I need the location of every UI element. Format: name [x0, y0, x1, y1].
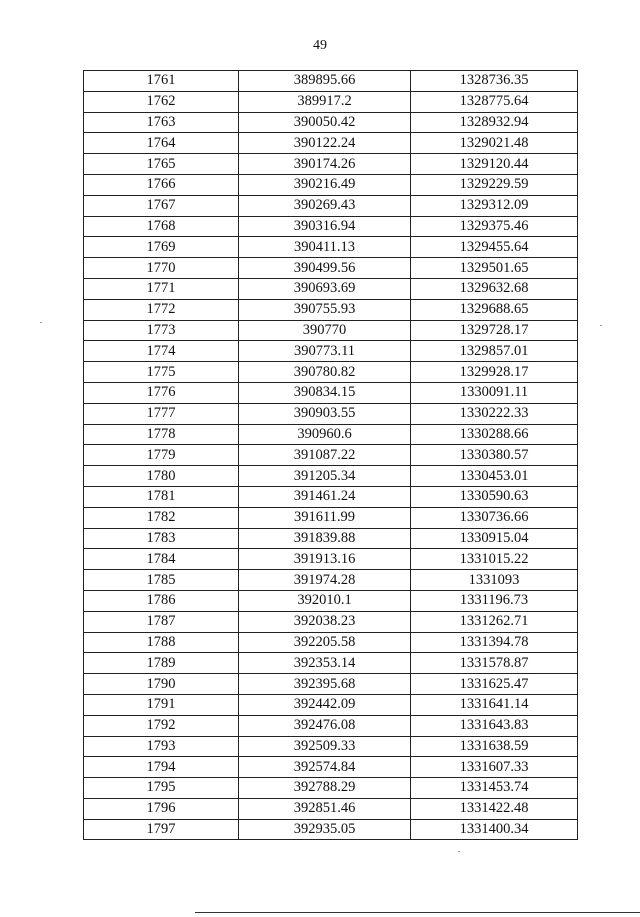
x-coordinate-cell: 390050.42 [239, 112, 411, 133]
x-coordinate-cell: 391611.99 [239, 507, 411, 528]
scan-speck [40, 322, 42, 323]
page-number: 49 [313, 38, 327, 53]
table-row [84, 736, 578, 757]
table-row [84, 549, 578, 570]
y-coordinate-cell: 1331641.14 [411, 694, 578, 715]
x-coordinate-cell: 391839.88 [239, 528, 411, 549]
y-coordinate-cell: 1329455.64 [411, 237, 578, 258]
x-coordinate-cell: 391974.28 [239, 570, 411, 591]
y-coordinate-cell: 1330091.11 [411, 382, 578, 403]
table-row [84, 590, 578, 611]
x-coordinate-cell: 390755.93 [239, 299, 411, 320]
point-number-cell: 1768 [84, 216, 239, 237]
point-number-cell: 1794 [84, 757, 239, 778]
table-row [84, 112, 578, 133]
y-coordinate-cell: 1331196.73 [411, 590, 578, 611]
point-number-cell: 1778 [84, 424, 239, 445]
x-coordinate-cell: 392851.46 [239, 798, 411, 819]
table-row [84, 382, 578, 403]
x-coordinate-cell: 392010.1 [239, 590, 411, 611]
x-coordinate-cell: 390834.15 [239, 382, 411, 403]
y-coordinate-cell: 1329229.59 [411, 174, 578, 195]
point-number-cell: 1790 [84, 674, 239, 695]
table-row [84, 362, 578, 383]
y-coordinate-cell: 1331093 [411, 570, 578, 591]
point-number-cell: 1767 [84, 195, 239, 216]
y-coordinate-cell: 1328932.94 [411, 112, 578, 133]
coordinates-table [83, 70, 578, 840]
table-row [84, 486, 578, 507]
x-coordinate-cell: 392935.05 [239, 819, 411, 840]
table-row [84, 403, 578, 424]
x-coordinate-cell: 390269.43 [239, 195, 411, 216]
x-coordinate-cell: 389895.66 [239, 71, 411, 92]
table-row [84, 757, 578, 778]
x-coordinate-cell: 390122.24 [239, 133, 411, 154]
point-number-cell: 1781 [84, 486, 239, 507]
x-coordinate-cell: 392442.09 [239, 694, 411, 715]
table-row [84, 466, 578, 487]
x-coordinate-cell: 390693.69 [239, 278, 411, 299]
point-number-cell: 1796 [84, 798, 239, 819]
y-coordinate-cell: 1329120.44 [411, 154, 578, 175]
table-row [84, 424, 578, 445]
y-coordinate-cell: 1330453.01 [411, 466, 578, 487]
table-row [84, 778, 578, 799]
x-coordinate-cell: 390780.82 [239, 362, 411, 383]
x-coordinate-cell: 392509.33 [239, 736, 411, 757]
table-row [84, 278, 578, 299]
y-coordinate-cell: 1329375.46 [411, 216, 578, 237]
x-coordinate-cell: 391087.22 [239, 445, 411, 466]
point-number-cell: 1784 [84, 549, 239, 570]
table-row [84, 798, 578, 819]
table-row [84, 258, 578, 279]
table-row [84, 611, 578, 632]
x-coordinate-cell: 390770 [239, 320, 411, 341]
point-number-cell: 1765 [84, 154, 239, 175]
table-row [84, 570, 578, 591]
y-coordinate-cell: 1329312.09 [411, 195, 578, 216]
table-row [84, 341, 578, 362]
y-coordinate-cell: 1331607.33 [411, 757, 578, 778]
x-coordinate-cell: 390773.11 [239, 341, 411, 362]
x-coordinate-cell: 391913.16 [239, 549, 411, 570]
point-number-cell: 1788 [84, 632, 239, 653]
coordinates-table-container [83, 70, 577, 840]
table-row [84, 216, 578, 237]
y-coordinate-cell: 1329501.65 [411, 258, 578, 279]
point-number-cell: 1785 [84, 570, 239, 591]
point-number-cell: 1764 [84, 133, 239, 154]
table-row [84, 632, 578, 653]
table-row [84, 174, 578, 195]
scan-speck [600, 325, 602, 326]
x-coordinate-cell: 392574.84 [239, 757, 411, 778]
y-coordinate-cell: 1331643.83 [411, 715, 578, 736]
x-coordinate-cell: 389917.2 [239, 91, 411, 112]
point-number-cell: 1795 [84, 778, 239, 799]
y-coordinate-cell: 1331400.34 [411, 819, 578, 840]
y-coordinate-cell: 1330736.66 [411, 507, 578, 528]
table-row [84, 91, 578, 112]
y-coordinate-cell: 1330288.66 [411, 424, 578, 445]
table-row [84, 674, 578, 695]
point-number-cell: 1787 [84, 611, 239, 632]
x-coordinate-cell: 390499.56 [239, 258, 411, 279]
point-number-cell: 1769 [84, 237, 239, 258]
x-coordinate-cell: 390316.94 [239, 216, 411, 237]
y-coordinate-cell: 1330380.57 [411, 445, 578, 466]
y-coordinate-cell: 1330915.04 [411, 528, 578, 549]
y-coordinate-cell: 1331015.22 [411, 549, 578, 570]
table-row [84, 507, 578, 528]
point-number-cell: 1763 [84, 112, 239, 133]
x-coordinate-cell: 391461.24 [239, 486, 411, 507]
point-number-cell: 1762 [84, 91, 239, 112]
table-row [84, 653, 578, 674]
table-row [84, 154, 578, 175]
point-number-cell: 1766 [84, 174, 239, 195]
point-number-cell: 1780 [84, 466, 239, 487]
point-number-cell: 1779 [84, 445, 239, 466]
point-number-cell: 1776 [84, 382, 239, 403]
point-number-cell: 1771 [84, 278, 239, 299]
point-number-cell: 1770 [84, 258, 239, 279]
point-number-cell: 1793 [84, 736, 239, 757]
table-row [84, 694, 578, 715]
x-coordinate-cell: 390216.49 [239, 174, 411, 195]
y-coordinate-cell: 1328775.64 [411, 91, 578, 112]
table-row [84, 445, 578, 466]
point-number-cell: 1761 [84, 71, 239, 92]
x-coordinate-cell: 390960.6 [239, 424, 411, 445]
y-coordinate-cell: 1329688.65 [411, 299, 578, 320]
point-number-cell: 1786 [84, 590, 239, 611]
point-number-cell: 1774 [84, 341, 239, 362]
x-coordinate-cell: 390903.55 [239, 403, 411, 424]
x-coordinate-cell: 391205.34 [239, 466, 411, 487]
y-coordinate-cell: 1330222.33 [411, 403, 578, 424]
footer-rule [195, 912, 640, 913]
table-row [84, 320, 578, 341]
y-coordinate-cell: 1329857.01 [411, 341, 578, 362]
table-row [84, 195, 578, 216]
x-coordinate-cell: 390174.26 [239, 154, 411, 175]
y-coordinate-cell: 1331453.74 [411, 778, 578, 799]
table-body [84, 71, 578, 840]
y-coordinate-cell: 1329632.68 [411, 278, 578, 299]
y-coordinate-cell: 1329021.48 [411, 133, 578, 154]
y-coordinate-cell: 1330590.63 [411, 486, 578, 507]
point-number-cell: 1789 [84, 653, 239, 674]
table-row [84, 528, 578, 549]
x-coordinate-cell: 392788.29 [239, 778, 411, 799]
point-number-cell: 1792 [84, 715, 239, 736]
y-coordinate-cell: 1331262.71 [411, 611, 578, 632]
x-coordinate-cell: 390411.13 [239, 237, 411, 258]
x-coordinate-cell: 392353.14 [239, 653, 411, 674]
point-number-cell: 1775 [84, 362, 239, 383]
x-coordinate-cell: 392476.08 [239, 715, 411, 736]
point-number-cell: 1772 [84, 299, 239, 320]
table-row [84, 133, 578, 154]
table-row [84, 237, 578, 258]
table-row [84, 715, 578, 736]
y-coordinate-cell: 1329928.17 [411, 362, 578, 383]
point-number-cell: 1797 [84, 819, 239, 840]
y-coordinate-cell: 1331422.48 [411, 798, 578, 819]
x-coordinate-cell: 392038.23 [239, 611, 411, 632]
point-number-cell: 1777 [84, 403, 239, 424]
point-number-cell: 1782 [84, 507, 239, 528]
table-row [84, 299, 578, 320]
y-coordinate-cell: 1331578.87 [411, 653, 578, 674]
y-coordinate-cell: 1331625.47 [411, 674, 578, 695]
scan-speck [458, 851, 460, 852]
table-row [84, 71, 578, 92]
x-coordinate-cell: 392205.58 [239, 632, 411, 653]
y-coordinate-cell: 1329728.17 [411, 320, 578, 341]
y-coordinate-cell: 1328736.35 [411, 71, 578, 92]
y-coordinate-cell: 1331394.78 [411, 632, 578, 653]
y-coordinate-cell: 1331638.59 [411, 736, 578, 757]
point-number-cell: 1773 [84, 320, 239, 341]
x-coordinate-cell: 392395.68 [239, 674, 411, 695]
point-number-cell: 1783 [84, 528, 239, 549]
table-row [84, 819, 578, 840]
point-number-cell: 1791 [84, 694, 239, 715]
